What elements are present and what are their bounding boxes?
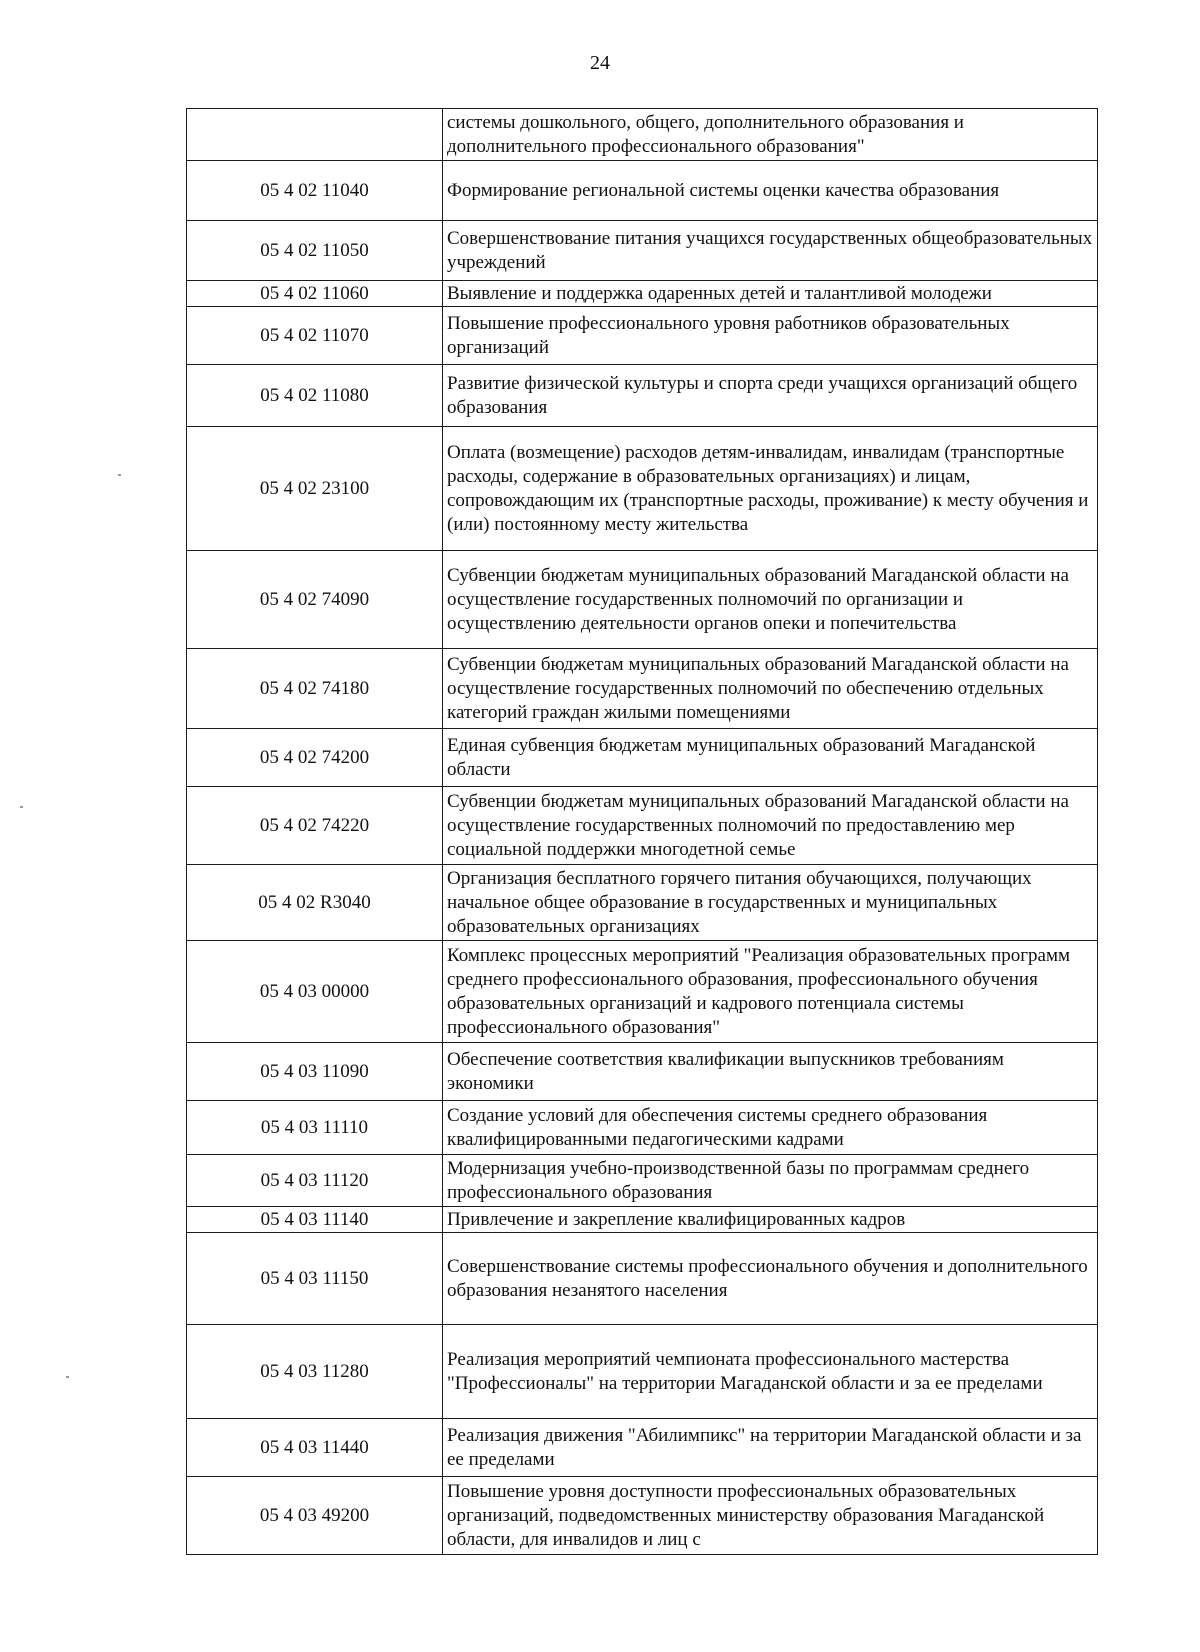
table-row <box>187 1477 1098 1555</box>
table-row <box>187 281 1098 307</box>
row-code: 05 4 03 11280 <box>187 1325 443 1419</box>
row-description: Формирование региональной системы оценки качества образования <box>443 161 1098 221</box>
table-row <box>187 109 1098 161</box>
row-code: 05 4 02 R3040 <box>187 865 443 941</box>
row-code: 05 4 02 11070 <box>187 307 443 365</box>
row-description: Повышение уровня доступности профессиональных образовательных организаций, подведомственных министерству образования Магаданской области, для инвалидов и лиц с <box>443 1477 1098 1555</box>
table-row <box>187 649 1098 729</box>
row-code: 05 4 03 11140 <box>187 1207 443 1233</box>
row-description: Комплекс процессных мероприятий "Реализация образовательных программ среднего профессионального образования, профессионального обучения образовательных организаций и кадрового потенциала системы профессионального образования" <box>443 941 1098 1043</box>
row-description: Создание условий для обеспечения системы среднего образования квалифицированными педагогическими кадрами <box>443 1101 1098 1155</box>
row-description: Выявление и поддержка одаренных детей и талантливой молодежи <box>443 281 1098 307</box>
table-row <box>187 729 1098 787</box>
row-description: Единая субвенция бюджетам муниципальных образований Магаданской области <box>443 729 1098 787</box>
row-description: Субвенции бюджетам муниципальных образований Магаданской области на осуществление государственных полномочий по обеспечению отдельных категорий граждан жилыми помещениями <box>443 649 1098 729</box>
budget-codes-table <box>186 108 1098 1555</box>
table-row <box>187 1155 1098 1207</box>
table-row <box>187 787 1098 865</box>
row-description: Субвенции бюджетам муниципальных образований Магаданской области на осуществление государственных полномочий по предоставлению мер социальной поддержки многодетной семье <box>443 787 1098 865</box>
row-code: 05 4 03 49200 <box>187 1477 443 1555</box>
row-code: 05 4 02 74090 <box>187 551 443 649</box>
row-code: 05 4 02 23100 <box>187 427 443 551</box>
row-code: 05 4 03 00000 <box>187 941 443 1043</box>
table-row <box>187 941 1098 1043</box>
scan-mark <box>118 474 121 476</box>
table-row <box>187 161 1098 221</box>
row-code: 05 4 03 11110 <box>187 1101 443 1155</box>
row-code <box>187 109 443 161</box>
table-row <box>187 1325 1098 1419</box>
table-row <box>187 1207 1098 1233</box>
table-row <box>187 1101 1098 1155</box>
table-row <box>187 1233 1098 1325</box>
table-row <box>187 221 1098 281</box>
row-description: Повышение профессионального уровня работников образовательных организаций <box>443 307 1098 365</box>
row-code: 05 4 02 74220 <box>187 787 443 865</box>
row-description: Субвенции бюджетам муниципальных образований Магаданской области на осуществление государственных полномочий по организации и осуществлению деятельности органов опеки и попечительства <box>443 551 1098 649</box>
row-code: 05 4 02 74180 <box>187 649 443 729</box>
row-code: 05 4 03 11150 <box>187 1233 443 1325</box>
row-description: Организация бесплатного горячего питания обучающихся, получающих начальное общее образование в государственных и муниципальных образовательных организациях <box>443 865 1098 941</box>
row-code: 05 4 02 11040 <box>187 161 443 221</box>
row-code: 05 4 02 11060 <box>187 281 443 307</box>
scan-mark <box>20 806 23 808</box>
table-row <box>187 427 1098 551</box>
row-description: системы дошкольного, общего, дополнительного образования и дополнительного профессионального образования" <box>443 109 1098 161</box>
scan-mark <box>66 1376 69 1378</box>
row-code: 05 4 02 11050 <box>187 221 443 281</box>
row-code: 05 4 03 11440 <box>187 1419 443 1477</box>
row-description: Совершенствование системы профессионального обучения и дополнительного образования незанятого населения <box>443 1233 1098 1325</box>
row-description: Обеспечение соответствия квалификации выпускников требованиям экономики <box>443 1043 1098 1101</box>
table-row <box>187 865 1098 941</box>
row-code: 05 4 02 11080 <box>187 365 443 427</box>
table-row <box>187 307 1098 365</box>
row-description: Привлечение и закрепление квалифицированных кадров <box>443 1207 1098 1233</box>
row-code: 05 4 03 11090 <box>187 1043 443 1101</box>
table-row <box>187 1419 1098 1477</box>
table-row <box>187 365 1098 427</box>
row-description: Реализация мероприятий чемпионата профессионального мастерства "Профессионалы" на территории Магаданской области и за ее пределами <box>443 1325 1098 1419</box>
page-number: 24 <box>590 52 610 74</box>
row-description: Модернизация учебно-производственной базы по программам среднего профессионального образования <box>443 1155 1098 1207</box>
row-description: Оплата (возмещение) расходов детям-инвалидам, инвалидам (транспортные расходы, содержание в образовательных организациях) и лицам, сопровождающим их (транспортные расходы, проживание) к месту обучения и (или) постоянному месту жительства <box>443 427 1098 551</box>
row-description: Реализация движения "Абилимпикс" на территории Магаданской области и за ее пределами <box>443 1419 1098 1477</box>
row-description: Развитие физической культуры и спорта среди учащихся организаций общего образования <box>443 365 1098 427</box>
table-row <box>187 551 1098 649</box>
row-description: Совершенствование питания учащихся государственных общеобразовательных учреждений <box>443 221 1098 281</box>
table-row <box>187 1043 1098 1101</box>
row-code: 05 4 02 74200 <box>187 729 443 787</box>
row-code: 05 4 03 11120 <box>187 1155 443 1207</box>
